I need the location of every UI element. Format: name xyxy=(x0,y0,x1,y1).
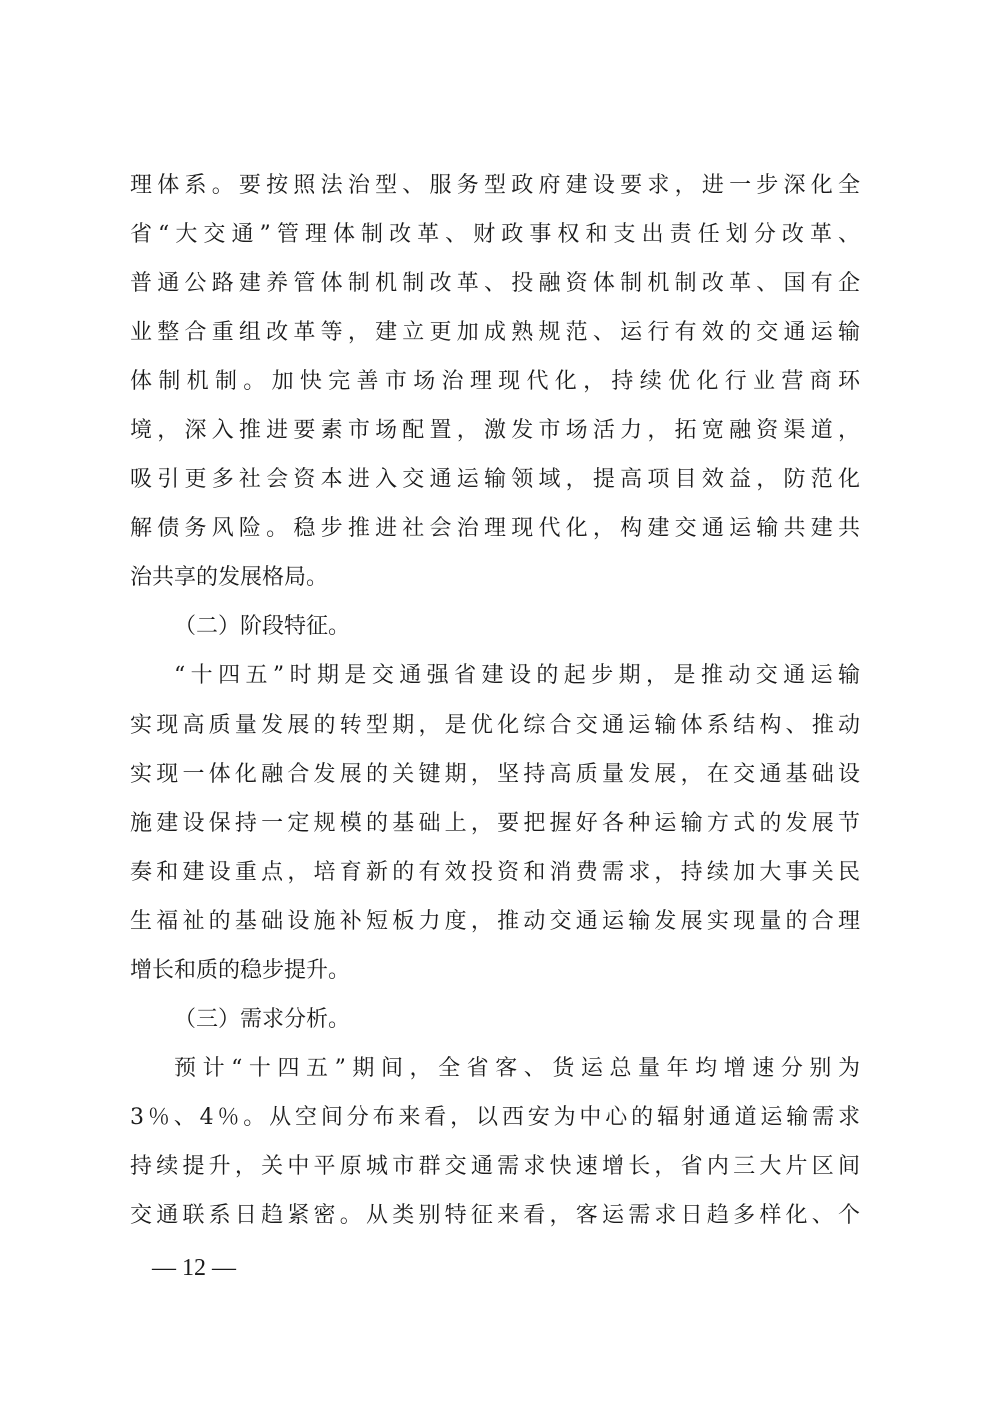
text-line: 生福祉的基础设施补短板力度，推动交通运输发展实现量的合理 xyxy=(130,908,860,934)
text-line: 体制机制。加快完善市场治理现代化，持续优化行业营商环 xyxy=(130,369,860,395)
text-line: “十四五”时期是交通强省建设的起步期，是推动交通运输 xyxy=(174,663,860,689)
text-line: 奏和建设重点，培育新的有效投资和消费需求，持续加大事关民 xyxy=(130,859,860,885)
text-line: 预计“十四五”期间，全省客、货运总量年均增速分别为 xyxy=(174,1055,860,1081)
text-line: 理体系。要按照法治型、服务型政府建设要求，进一步深化全 xyxy=(130,173,860,198)
text-line: 治共享的发展格局。 xyxy=(130,565,329,591)
text-line: 普通公路建养管体制机制改革、投融资体制机制改革、国有企 xyxy=(130,271,860,297)
text-line: 实现高质量发展的转型期，是优化综合交通运输体系结构、推动 xyxy=(130,712,860,738)
text-line: 交通联系日趋紧密。从类别特征来看，客运需求日趋多样化、个 xyxy=(130,1202,860,1228)
body-text xyxy=(130,161,860,1240)
text-line: 解债务风险。稳步推进社会治理现代化，构建交通运输共建共 xyxy=(130,516,860,542)
text-line: 实现一体化融合发展的关键期，坚持高质量发展，在交通基础设 xyxy=(130,761,860,787)
page-number: — 12 — xyxy=(152,1255,236,1281)
section-heading: （三）需求分析。 xyxy=(174,1006,351,1032)
text-line: 持续提升，关中平原城市群交通需求快速增长，省内三大片区间 xyxy=(130,1153,860,1179)
text-line: 省“大交通”管理体制改革、财政事权和支出责任划分改革、 xyxy=(130,222,860,248)
text-line: 业整合重组改革等，建立更加成熟规范、运行有效的交通运输 xyxy=(130,320,860,346)
text-line: 增长和质的稳步提升。 xyxy=(130,957,351,983)
text-line: 施建设保持一定规模的基础上，要把握好各种运输方式的发展节 xyxy=(130,810,860,836)
text-line: 吸引更多社会资本进入交通运输领域，提高项目效益，防范化 xyxy=(130,467,860,493)
section-heading: （二）阶段特征。 xyxy=(174,614,351,640)
text-line: 3％、4％。从空间分布来看，以西安为中心的辐射通道运输需求 xyxy=(130,1104,860,1130)
text-line: 境，深入推进要素市场配置，激发市场活力，拓宽融资渠道， xyxy=(130,418,860,444)
